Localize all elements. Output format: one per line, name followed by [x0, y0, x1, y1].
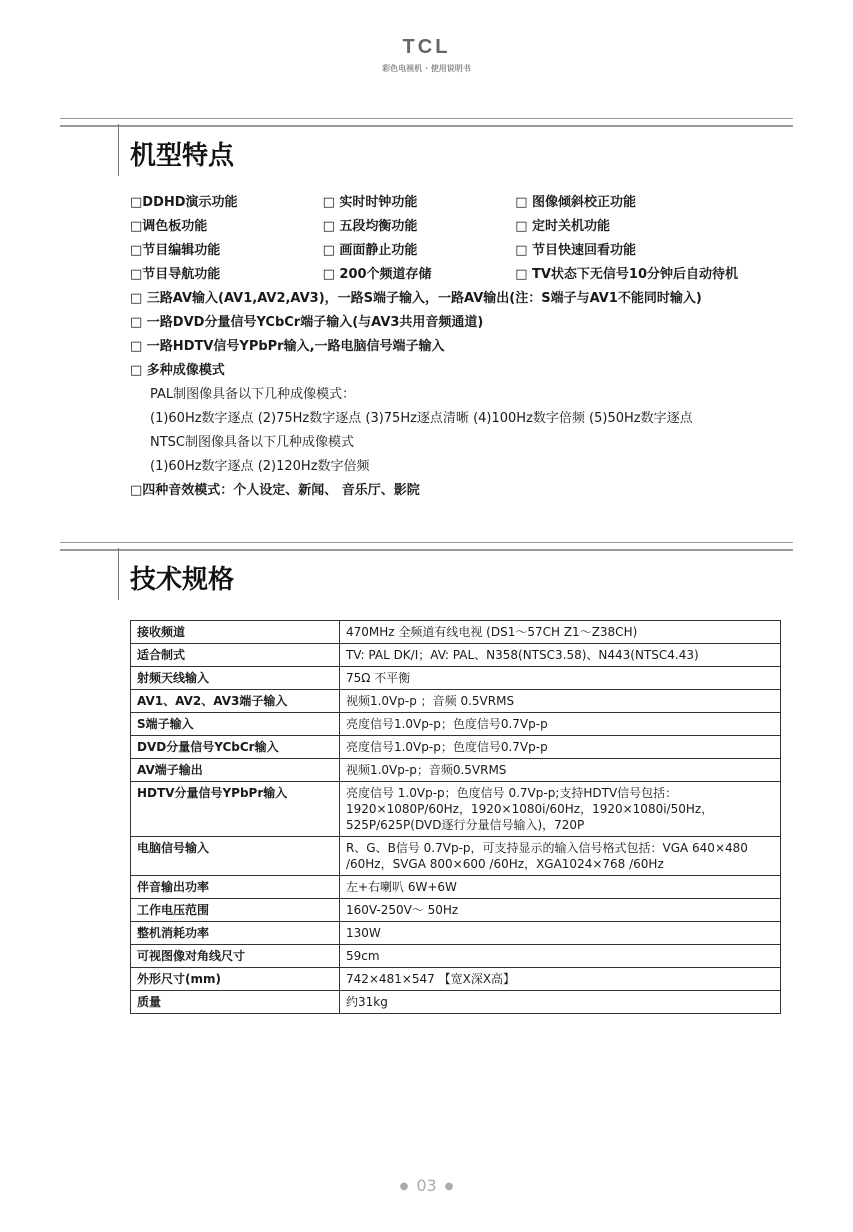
brand-logo: TCL	[402, 36, 451, 58]
table-row	[131, 667, 781, 690]
feature-item: □ 五段均衡功能	[322, 219, 418, 234]
spec-value: 亮度信号1.0Vp-p；色度信号0.7Vp-p	[339, 736, 780, 759]
feature-item: □ TV状态下无信号10分钟后自动待机	[515, 267, 739, 282]
header-tagline: 彩色电视机 · 使用说明书	[382, 64, 471, 73]
spec-key: 工作电压范围	[131, 899, 340, 922]
spec-value: R、G、B信号 0.7Vp-p，可支持显示的输入信号格式包括：VGA 640×480 /60Hz，SVGA 800×600 /60Hz，XGA1024×768 /60Hz	[339, 837, 780, 876]
feature-item: □ 节目快速回看功能	[515, 243, 636, 258]
table-row	[131, 644, 781, 667]
spec-value: 130W	[339, 922, 780, 945]
feature-item: □ 图像倾斜校正功能	[515, 195, 636, 210]
table-row	[131, 991, 781, 1014]
spec-value: 亮度信号 1.0Vp-p；色度信号 0.7Vp-p;支持HDTV信号包括：1920×1080P/60Hz，1920×1080i/60Hz，1920×1080i/50Hz，525P/625P(DVD逐行分量信号输入)，720P	[339, 782, 780, 837]
spec-value: 470MHz 全频道有线电视 (DS1～57CH Z1～Z38CH)	[339, 621, 780, 644]
spec-value: 亮度信号1.0Vp-p；色度信号0.7Vp-p	[339, 713, 780, 736]
table-row	[131, 713, 781, 736]
feature-row	[130, 215, 810, 239]
feature-item: □ 画面静止功能	[322, 243, 418, 258]
page-number: 03	[416, 1176, 437, 1195]
feature-row	[130, 191, 810, 215]
table-row	[131, 690, 781, 713]
table-row	[131, 876, 781, 899]
feature-item: □节目编辑功能	[130, 243, 221, 258]
spec-key: 质量	[131, 991, 340, 1014]
spec-value: 视频1.0Vp-p ；音频 0.5VRMS	[339, 690, 780, 713]
section-rule	[60, 542, 793, 551]
spec-value: 左+右喇叭 6W+6W	[339, 876, 780, 899]
imaging-line: PAL制图像具备以下几种成像模式：	[150, 387, 356, 402]
features-title: 机型特点	[130, 141, 235, 171]
feature-line: □ 一路DVD分量信号YCbCr端子输入(与AV3共用音频通道)	[130, 315, 484, 330]
feature-line: □四种音效模式：个人设定、新闻、 音乐厅、影院	[130, 483, 420, 498]
table-row	[131, 922, 781, 945]
feature-item: □ 实时时钟功能	[322, 195, 418, 210]
page-footer	[0, 1176, 853, 1195]
spec-value: 视频1.0Vp-p；音频0.5VRMS	[339, 759, 780, 782]
table-row	[131, 837, 781, 876]
feature-item: □调色板功能	[130, 219, 208, 234]
feature-line: □ 三路AV输入(AV1,AV2,AV3)，一路S端子输入，一路AV输出(注：S端子与AV1不能同时输入)	[130, 291, 702, 306]
feature-row	[130, 239, 810, 263]
spec-key: 电脑信号输入	[131, 837, 340, 876]
table-row	[131, 759, 781, 782]
feature-item: □ 200个频道存储	[322, 267, 432, 282]
spec-value: 59cm	[339, 945, 780, 968]
table-row	[131, 621, 781, 644]
table-row	[131, 782, 781, 837]
feature-item: □ 定时关机功能	[515, 219, 610, 234]
spec-key: DVD分量信号YCbCr输入	[131, 736, 340, 759]
spec-key: S端子输入	[131, 713, 340, 736]
section-rule	[60, 118, 793, 127]
spec-key: AV端子输出	[131, 759, 340, 782]
spec-value: 约31kg	[339, 991, 780, 1014]
table-row	[131, 968, 781, 991]
spec-key: 外形尺寸(mm)	[131, 968, 340, 991]
spec-value: 75Ω 不平衡	[339, 667, 780, 690]
imaging-line: (1)60Hz数字逐点 (2)120Hz数字倍频	[150, 459, 370, 474]
section-vbar	[118, 124, 119, 176]
spec-key: HDTV分量信号YPbPr输入	[131, 782, 340, 837]
feature-row	[130, 263, 810, 287]
table-row	[131, 736, 781, 759]
spec-value: TV: PAL DK/I；AV: PAL、N358(NTSC3.58)、N443(NTSC4.43)	[339, 644, 780, 667]
spec-key: 适合制式	[131, 644, 340, 667]
feature-line: □ 多种成像模式	[130, 363, 225, 378]
specs-title: 技术规格	[130, 565, 235, 595]
spec-key: 整机消耗功率	[131, 922, 340, 945]
imaging-line: (1)60Hz数字逐点 (2)75Hz数字逐点 (3)75Hz逐点清晰 (4)100Hz数字倍频 (5)50Hz数字逐点	[150, 411, 693, 426]
feature-item: □节目导航功能	[130, 267, 221, 282]
spec-key: AV1、AV2、AV3端子输入	[131, 690, 340, 713]
spec-value: 160V-250V～ 50Hz	[339, 899, 780, 922]
table-row	[131, 899, 781, 922]
dot-icon: ●	[444, 1181, 454, 1192]
section-vbar	[118, 548, 119, 600]
specs-table	[130, 620, 781, 1014]
spec-key: 伴音输出功率	[131, 876, 340, 899]
feature-item: □DDHD演示功能	[130, 195, 238, 210]
spec-value: 742×481×547 【宽X深X高】	[339, 968, 780, 991]
feature-line: □ 一路HDTV信号YPbPr输入,一路电脑信号端子输入	[130, 339, 445, 354]
page-header	[0, 36, 853, 74]
features-list	[130, 191, 810, 503]
table-row	[131, 945, 781, 968]
spec-key: 接收频道	[131, 621, 340, 644]
spec-key: 可视图像对角线尺寸	[131, 945, 340, 968]
dot-icon: ●	[399, 1181, 409, 1192]
spec-key: 射频天线输入	[131, 667, 340, 690]
imaging-line: NTSC制图像具备以下几种成像模式	[150, 435, 354, 450]
